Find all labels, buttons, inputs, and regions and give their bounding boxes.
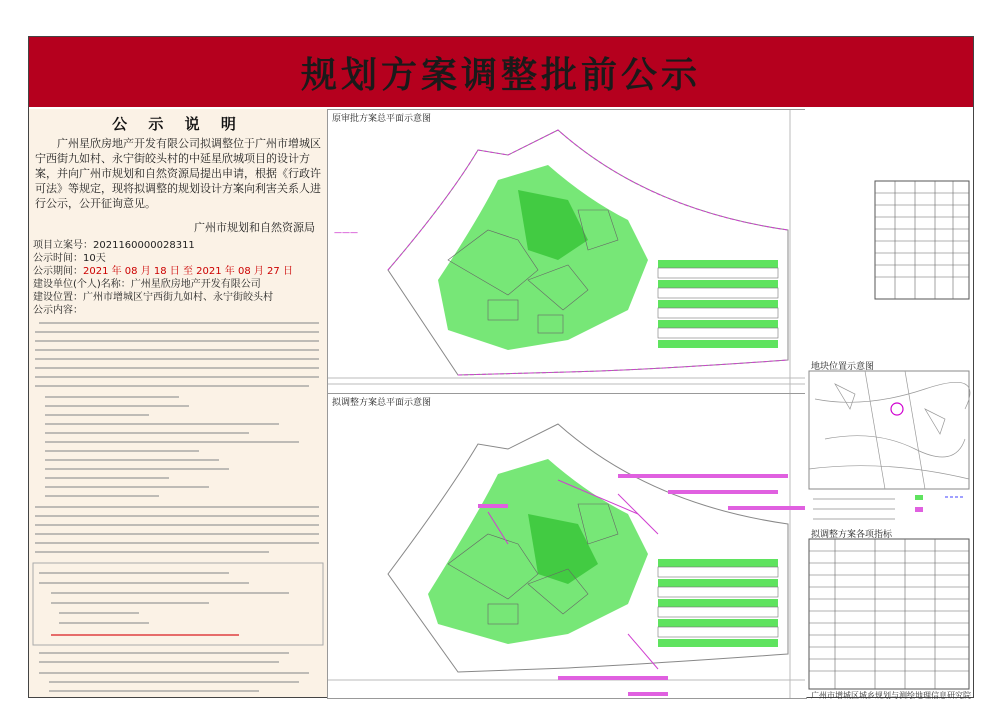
- period: 2021 年 08 月 18 日 至 2021 年 08 月 27 日: [83, 266, 293, 277]
- period-row: [33, 265, 323, 278]
- notice-issuer: 广州市规划和自然资源局: [194, 221, 315, 234]
- notice-panel: [29, 109, 328, 697]
- applicant-row: [33, 278, 323, 291]
- adjusted-plan-drawing: [328, 394, 806, 698]
- original-plan-drawing: [328, 110, 806, 394]
- content-row: [33, 304, 323, 317]
- location: 广州市增城区宁西街九如村、永宁街皎头村: [83, 292, 273, 303]
- project-number: 2021160000028311: [93, 240, 195, 251]
- footer-credit: 广州市增城区城乡规划与测绘地理信息研究院: [811, 691, 971, 700]
- applicant-label: 建设单位(个人)名称：: [33, 279, 131, 290]
- original-plan-label: 原审批方案总平面示意图: [330, 111, 433, 124]
- project-number-row: [33, 239, 323, 252]
- original-plan-annotation: ———: [334, 228, 358, 237]
- adjusted-plan-map: [327, 393, 807, 699]
- location-map-label: 地块位置示意图: [811, 362, 875, 372]
- title-banner: [29, 37, 973, 107]
- location-row: [33, 291, 323, 304]
- adjusted-plan-label: 拟调整方案总平面示意图: [330, 395, 433, 408]
- fine-print-text: [29, 317, 327, 647]
- side-panel-drawing: [805, 109, 973, 697]
- indicators-label: 拟调整方案各项指标: [811, 530, 893, 540]
- project-number-label: 项目立案号：: [33, 240, 93, 251]
- duration-label: 公示时间：: [33, 253, 83, 264]
- location-label: 建设位置：: [33, 292, 83, 303]
- period-label: 公示期间：: [33, 266, 83, 277]
- notice-info: [29, 239, 327, 317]
- notice-sheet: [28, 36, 974, 698]
- original-plan-map: [327, 109, 807, 395]
- duration: 10天: [83, 253, 106, 264]
- fine-print-contact: [29, 647, 327, 697]
- side-panel: [805, 109, 973, 697]
- applicant: 广州星欣房地产开发有限公司: [130, 279, 261, 290]
- page-title: 规划方案调整批前公示: [300, 54, 701, 96]
- content-label: 公示内容：: [33, 305, 83, 316]
- duration-row: [33, 252, 323, 265]
- notice-intro: 广州星欣房地产开发有限公司拟调整位于广州市增城区宁西街九如村、永宁街皎头村的中延星欣城项目的设计方案，并向广州市规划和自然资源局提出申请，根据《行政许可法》等规定，现将拟调整的规划设计方案向利害关系人进行公示，公开征询意见。: [35, 137, 321, 210]
- notice-heading: 公 示 说 明: [112, 115, 244, 133]
